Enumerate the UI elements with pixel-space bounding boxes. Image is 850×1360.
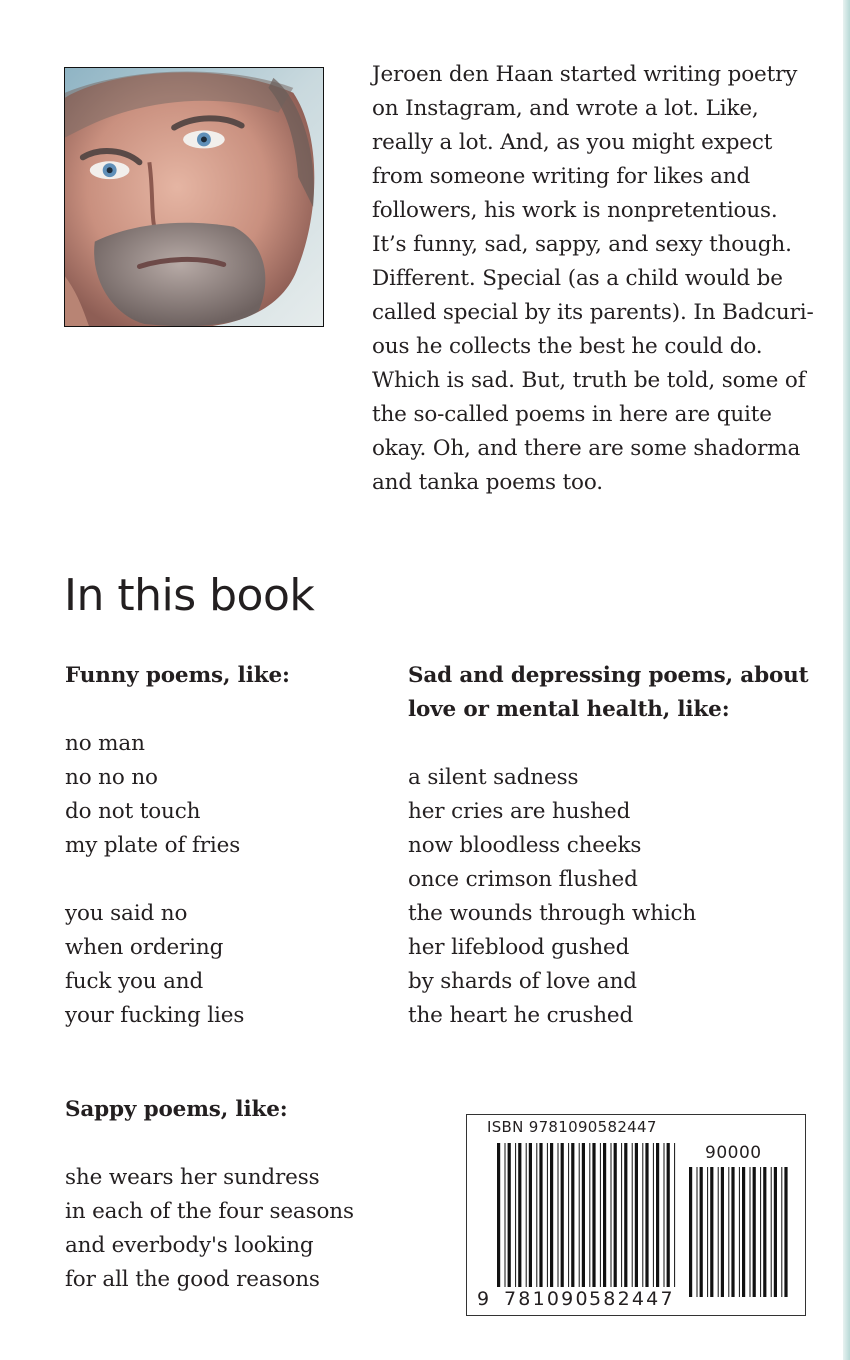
poem-line: once crimson flushed (408, 867, 638, 892)
barcode-bar (784, 1167, 787, 1297)
barcode-bar (547, 1143, 548, 1287)
barcode-bar (742, 1167, 745, 1297)
poem-line: my plate of fries (65, 833, 241, 858)
barcode-right-digits: 582447 (589, 1288, 675, 1310)
poem-line: do not touch (65, 799, 201, 824)
poem-line: no no no (65, 765, 158, 790)
poem-line: her lifeblood gushed (408, 935, 630, 960)
barcode-bar (664, 1143, 665, 1287)
poem-line: now bloodless cheeks (408, 833, 642, 858)
barcode-bar (561, 1143, 564, 1287)
barcode-bar (667, 1143, 670, 1287)
bio-line: on Instagram, and wrote a lot. Like, (372, 96, 759, 121)
barcode-bar (568, 1143, 569, 1287)
barcode-bar (600, 1143, 601, 1287)
author-bio (372, 58, 814, 500)
bio-line: from someone writing for likes and (372, 164, 751, 189)
poem-line: fuck you and (65, 969, 204, 994)
barcode-bar (621, 1143, 622, 1287)
barcode-bar (497, 1143, 500, 1287)
barcode-bar (508, 1143, 511, 1287)
barcode-bar (536, 1143, 537, 1287)
barcode-bar (571, 1143, 574, 1287)
barcode-bar (603, 1143, 606, 1287)
barcode-bar (781, 1167, 782, 1297)
barcode-bar (589, 1143, 590, 1287)
barcode-bar (697, 1167, 698, 1297)
barcode-bar (710, 1167, 713, 1297)
isbn-barcode (466, 1114, 806, 1316)
bio-line: It’s funny, sad, sappy, and sexy though. (372, 232, 792, 257)
barcode-bar (700, 1167, 703, 1297)
sad-poems-section (408, 659, 808, 1033)
poem-line: your fucking lies (65, 1003, 245, 1028)
barcode-bar (505, 1143, 506, 1287)
barcode-bar (539, 1143, 542, 1287)
bio-line: the so-called poems in here are quite (372, 402, 772, 427)
bio-line: followers, his work is nonpretentious. (372, 198, 778, 223)
barcode-bar (614, 1143, 617, 1287)
author-portrait-image (65, 68, 323, 326)
barcode-bar (550, 1143, 553, 1287)
section-heading: In this book (64, 570, 315, 621)
funny-poems-heading: Funny poems, like: (65, 663, 290, 688)
bio-line: Which is sad. But, truth be told, some of (372, 368, 806, 393)
isbn-label: ISBN 9781090582447 (487, 1118, 657, 1136)
barcode-bar (582, 1143, 585, 1287)
barcode-bar (656, 1143, 659, 1287)
barcode-bar (518, 1143, 521, 1287)
barcode-bar (653, 1143, 654, 1287)
poem-line: her cries are hushed (408, 799, 631, 824)
cover-edge (843, 0, 850, 1360)
bio-line: Different. Special (as a child would be (372, 266, 783, 291)
poem-line: for all the good reasons (65, 1267, 320, 1292)
poem-line: no man (65, 731, 145, 756)
barcode-bar (750, 1167, 751, 1297)
barcode-bar (624, 1143, 627, 1287)
barcode-bar (771, 1167, 772, 1297)
poem-line: she wears her sundress (65, 1165, 320, 1190)
poem-line: a silent sadness (408, 765, 579, 790)
barcode-bar (558, 1143, 559, 1287)
barcode-bar (635, 1143, 638, 1287)
barcode-bar (753, 1167, 756, 1297)
poem-line: the wounds through which (408, 901, 697, 926)
barcode-bar (689, 1167, 692, 1297)
poem-line: you said no (65, 901, 188, 926)
barcode-bar (526, 1143, 527, 1287)
barcode-bar (592, 1143, 595, 1287)
poem-line: by shards of love and (408, 969, 637, 994)
barcode-bar (632, 1143, 633, 1287)
barcode-bar (645, 1143, 648, 1287)
barcode-bar (774, 1167, 777, 1297)
barcode-bar (611, 1143, 612, 1287)
poem-line: and everbody's looking (65, 1233, 314, 1258)
barcode-bar (642, 1143, 643, 1287)
barcode-bar (707, 1167, 708, 1297)
barcode-bar (739, 1167, 740, 1297)
poem-line: when ordering (65, 935, 224, 960)
barcode-bar (579, 1143, 580, 1287)
barcode-bar (721, 1167, 724, 1297)
sad-poems-heading: Sad and depressing poems, about (408, 663, 809, 688)
bio-line: really a lot. And, as you might expect (372, 130, 773, 155)
barcode-bar (515, 1143, 516, 1287)
barcode-bar (529, 1143, 532, 1287)
author-photo (64, 67, 324, 327)
sappy-poems-heading: Sappy poems, like: (65, 1097, 288, 1122)
barcode-bar (718, 1167, 719, 1297)
sappy-poems-section (65, 1093, 354, 1297)
barcode-bar (728, 1167, 729, 1297)
poem-line: the heart he crushed (408, 1003, 634, 1028)
bio-line: Jeroen den Haan started writing poetry (372, 62, 798, 87)
funny-poems-section (65, 659, 290, 1033)
barcode-left-digits: 781090 (504, 1288, 590, 1310)
bio-line: and tanka poems too. (372, 470, 603, 495)
barcode-bar (763, 1167, 766, 1297)
bio-line: okay. Oh, and there are some shadorma (372, 436, 801, 461)
barcode-bar (731, 1167, 734, 1297)
poem-line: in each of the four seasons (65, 1199, 354, 1224)
barcode-addon-number: 90000 (705, 1143, 762, 1163)
barcode-first-digit: 9 (477, 1288, 492, 1310)
bio-line: ous he collects the best he could do. (372, 334, 763, 359)
barcode-bar (760, 1167, 761, 1297)
bio-line: called special by its parents). In Badcuri- (372, 300, 814, 325)
sad-poems-heading-cont: love or mental health, like: (408, 697, 730, 722)
barcode-bar (674, 1143, 675, 1287)
